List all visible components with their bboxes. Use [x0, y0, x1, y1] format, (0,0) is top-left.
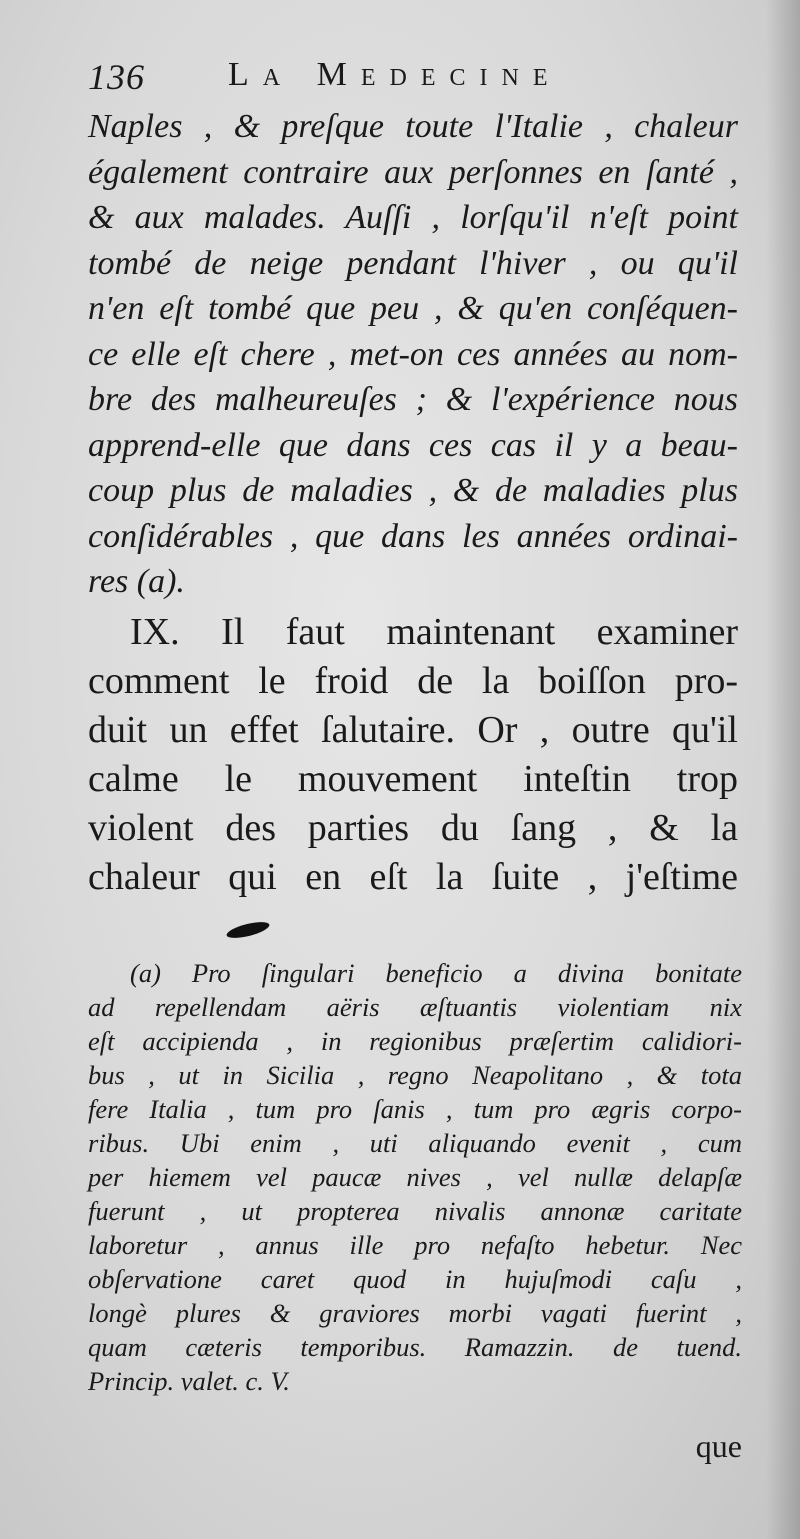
footnote-line: eſt accipienda , in regionibus præſertim calidiori- [88, 1026, 742, 1056]
text-line: res (a). [88, 563, 185, 600]
footnote [88, 956, 742, 1398]
text-line: n'en eſt tombé que peu , & qu'en conſéquen- [88, 290, 738, 327]
running-title: La Medecine [228, 56, 562, 93]
text-line: apprend-elle que dans ces cas il y a beau- [88, 426, 738, 464]
footnote-line: Princip. valet. c. V. [88, 1366, 290, 1396]
footnote-line: bus , ut in Sicilia , regno Neapolitano , & tota [88, 1060, 742, 1090]
page-number: 136 [88, 57, 145, 97]
text-line: chaleur qui en eſt la ſuite , j'eſtime [88, 856, 738, 898]
footnote-line: ribus. Ubi enim , uti aliquando evenit , cum [88, 1128, 742, 1158]
footnote-line: ad repellendam aëris æſtuantis violentiam nix [88, 992, 742, 1022]
text-line: duit un effet ſalutaire. Or , outre qu'il [88, 709, 738, 751]
text-line: comment le froid de la boiſſon pro- [88, 660, 738, 702]
footnote-line: obſervatione caret quod in hujuſmodi caſu , [88, 1264, 742, 1294]
text-line: conſidérables , que dans les années ordinai- [88, 517, 738, 555]
footnote-line: (a) Pro ſingulari beneficio a divina bonitate [130, 958, 742, 988]
footnote-line: longè plures & graviores morbi vagati fuerint , [88, 1298, 742, 1328]
footnote-line: per hiemem vel paucæ nives , vel nullæ delapſæ [88, 1162, 742, 1192]
section-ix-paragraph [88, 608, 738, 902]
italic-paragraph [88, 104, 738, 605]
text-line: violent des parties du ſang , & la [88, 807, 738, 849]
page-gutter-shadow [766, 0, 800, 1539]
text-line: bre des malheureuſes ; & l'expérience nous [88, 381, 738, 418]
text-line: ce elle eſt chere , met-on ces années au nom- [88, 335, 738, 373]
ink-blot [225, 919, 271, 941]
footnote-line: fuerunt , ut propterea nivalis annonæ caritate [88, 1196, 742, 1226]
text-line: également contraire aux perſonnes en ſanté , [88, 153, 738, 191]
footnote-line: quam cæteris temporibus. Ramazzin. de tuend. [88, 1332, 742, 1362]
text-line: IX. Il faut maintenant examiner [130, 611, 738, 653]
footnote-line: laboretur , annus ille pro nefaſto hebetur. Nec [88, 1230, 742, 1260]
footnote-line: fere Italia , tum pro ſanis , tum pro ægris corpo- [88, 1094, 742, 1124]
page-header [88, 56, 728, 100]
text-line: coup plus de maladies , & de maladies plus [88, 472, 738, 509]
text-line: & aux malades. Auſſi , lorſqu'il n'eſt point [88, 199, 738, 236]
text-line: calme le mouvement inteſtin trop [88, 758, 738, 800]
text-line: Naples , & preſque toute l'Italie , chaleur [88, 108, 738, 145]
text-line: tombé de neige pendant l'hiver , ou qu'il [88, 244, 738, 282]
catchword: que [695, 1428, 742, 1464]
